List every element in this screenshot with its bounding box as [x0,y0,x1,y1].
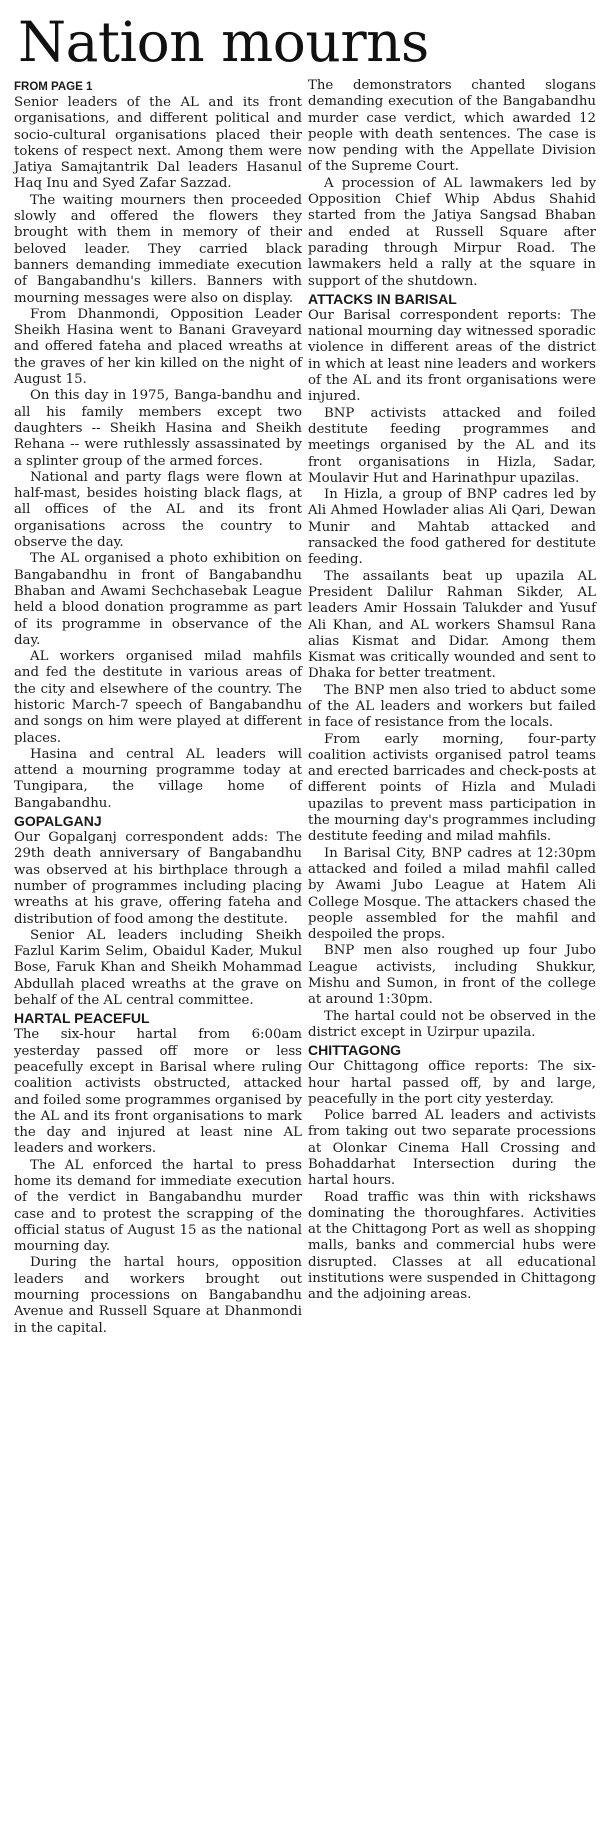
paragraph: In Barisal City, BNP cadres at 12:30pm attacked and foiled a milad mahfil called by Awami Jubo League at Hatem Ali College Mosque. The attackers chased the people assembled for the mahfil and despoiled the props. [308,845,596,943]
paragraph: The six-hour hartal from 6:00am yesterday passed off more or less peacefully except in Barisal where ruling coalition activists obstructed, attacked and foiled some programmes organised by the AL and its front organisations to mark the day and injured at least nine AL leaders and workers. [14,1027,302,1157]
paragraph: During the hartal hours, opposition leaders and workers brought out mourning processions on Bangabandhu Avenue and Russell Square at Dhanmondi in the capital. [14,1255,302,1336]
continuation-kicker: FROM PAGE 1 [14,81,93,93]
paragraph: Hasina and central AL leaders will attend a mourning programme today at Tungipara, the village home of Bangabandhu. [14,746,302,811]
paragraph: Our Gopalganj correspondent adds: The 29th death anniversary of Bangabandhu was observed at his birthplace through a number of programmes including placing wreaths at his grave, offering fateha and distribution of food among the destitute. [14,830,302,927]
right-column-content [308,78,596,1304]
paragraph: Our Barisal correspondent reports: The national mourning day witnessed sporadic violence in different areas of the district in which at least nine leaders and workers of the AL and its front organisations were injured. [308,307,596,405]
paragraph: On this day in 1975, Banga-bandhu and all his family members except two daughters -- Sheikh Hasina and Sheikh Rehana -- were ruthlessly assassinated by a splinter group of the armed forces. [14,388,302,469]
paragraph: Police barred AL leaders and activists from taking out two separate processions at Olonkar Cinema Hall Crossing and Bohaddarhat Intersection during the hartal hours. [308,1108,596,1189]
paragraph: The hartal could not be observed in the district except in Uzirpur upazila. [308,1008,596,1040]
paragraph: The AL enforced the hartal to press home its demand for immediate execution of the verdict in Bangabandhu murder case and to protest the scrapping of the official status of August 15 as the national mourning day. [14,1157,302,1255]
paragraph: The AL organised a photo exhibition on Bangabandhu in front of Bangabandhu Bhaban and Awami Sechchasebak League held a blood donation programme as part of its programme in observance of the day. [14,551,302,648]
section-subhead: CHITTAGONG [308,1042,402,1059]
left-column [14,78,302,1337]
section-subhead: HARTAL PEACEFUL [14,1010,150,1027]
section-subhead: ATTACKS IN BARISAL [308,290,457,307]
paragraph: From early morning, four-party coalition activists organised patrol teams and erected barricades and check-posts at different points of Hizla and Muladi upazilas to prevent mass participation in the mourning day's programmes including destitute feeding and milad mahfils. [308,731,596,845]
paragraph: Road traffic was thin with rickshaws dominating the thoroughfares. Activities at the Chittagong Port as well as shopping malls, banks and commercial hubs were disrupted. Classes at all educational institutions were suspended in Chittagong and the adjoining areas. [308,1189,596,1303]
paragraph: BNP men also roughed up four Jubo League activists, including Shukkur, Mishu and Sumon, in front of the college at around 1:30pm. [308,943,596,1008]
paragraph: Senior leaders of the AL and its front organisations, and different political and socio-cultural organisations placed their tokens of respect next. Among them were Jatiya Samajtantrik Dal leaders Hasanul Haq Inu and Syed Zafar Sazzad. [14,95,302,192]
paragraph: In Hizla, a group of BNP cadres led by Ali Ahmed Howlader alias Ali Qari, Dewan Munir and Mahtab attacked and ransacked the food gathered for destitute feeding. [308,487,596,568]
right-column [308,78,596,1337]
paragraph: Senior AL leaders including Sheikh Fazlul Karim Selim, Obaidul Kader, Mukul Bose, Faruk Khan and Sheikh Mohammad Abdullah placed wreaths at the grave on behalf of the AL central committee. [14,927,302,1009]
paragraph: National and party flags were flown at half-mast, besides hoisting black flags, at all offices of the AL and its front organisations across the country to observe the day. [14,469,302,551]
article-headline: Nation mourns [18,10,429,74]
paragraph: Our Chittagong office reports: The six-hour hartal passed off, by and large, peacefully in the port city yesterday. [308,1059,596,1107]
section-subhead: GOPALGANJ [14,813,102,830]
paragraph: A procession of AL lawmakers led by Opposition Chief Whip Abdus Shahid started from the Jatiya Sangsad Bhaban and ended at Russell Square after parading through Mirpur Road. The lawmakers held a rally at the square in support of the shutdown. [308,175,596,289]
left-column-content [14,95,302,1337]
paragraph: The waiting mourners then proceeded slowly and offered the flowers they brought with them in memory of their beloved leader. They carried black banners demanding immediate execution of Bangabandhu's killers. Banners with mourning messages were also on display. [14,192,302,306]
paragraph: BNP activists attacked and foiled destitute feeding programmes and meetings organised by the AL and its front organisations in Hizla, Sadar, Moulavir Hut and Harinathpur upazilas. [308,405,596,486]
paragraph: AL workers organised milad mahfils and fed the destitute in various areas of the city and elsewhere of the country. The historic March-7 speech of Bangabandhu and songs on him were played at different places. [14,649,302,746]
article-body [14,78,596,1337]
paragraph: The demonstrators chanted slogans demanding execution of the Bangabandhu murder case verdict, which awarded 12 people with death sentences. The case is now pending with the Appellate Division of the Supreme Court. [308,78,596,175]
newspaper-page [0,10,610,1823]
paragraph: From Dhanmondi, Opposition Leader Sheikh Hasina went to Banani Graveyard and offered fateha and placed wreaths at the graves of her kin killed on the night of August 15. [14,306,302,388]
paragraph: The assailants beat up upazila AL President Dalilur Rahman Sikder, AL leaders Amir Hossain Talukder and Yusuf Ali Khan, and AL workers Shamsul Rana alias Kismat and Didar. Among them Kismat was critically wounded and sent to Dhaka for better treatment. [308,568,596,682]
paragraph: The BNP men also tried to abduct some of the AL leaders and workers but failed in face of resistance from the locals. [308,682,596,731]
